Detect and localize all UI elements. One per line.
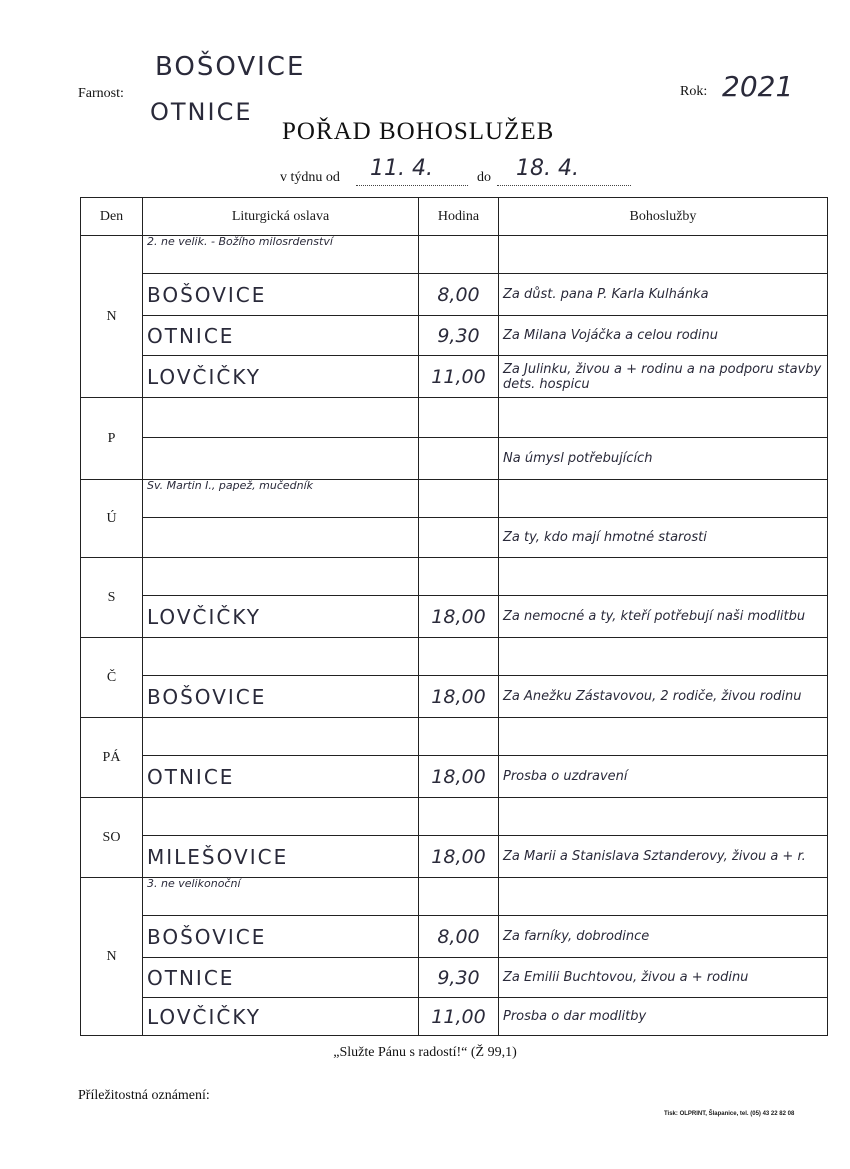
- header-den: Den: [81, 198, 143, 236]
- liturgy-cell: [143, 438, 419, 480]
- liturgy-cell: [143, 718, 419, 756]
- day-cell: Ú: [81, 480, 143, 558]
- liturgy-cell: LOVČIČKY: [143, 596, 419, 638]
- table-row: [81, 998, 828, 1036]
- header-hodina: Hodina: [419, 198, 499, 236]
- table-row: [81, 480, 828, 518]
- mass-cell: Za Julinku, živou a + rodinu a na podporu stavby dets. hospicu: [499, 356, 828, 398]
- hour-cell: [419, 798, 499, 836]
- schedule-table: [80, 197, 828, 1036]
- mass-cell: [499, 718, 828, 756]
- mass-cell: Za Emilii Buchtovou, živou a + rodinu: [499, 958, 828, 998]
- hour-cell: [419, 398, 499, 438]
- hour-cell: [419, 236, 499, 274]
- mass-cell: [499, 558, 828, 596]
- liturgy-cell: LOVČIČKY: [143, 356, 419, 398]
- mass-cell: Za Marii a Stanislava Sztanderovy, živou a + r.: [499, 836, 828, 878]
- table-row: [81, 398, 828, 438]
- table-row: [81, 718, 828, 756]
- day-cell: S: [81, 558, 143, 638]
- hour-cell: 11,00: [419, 356, 499, 398]
- day-cell: N: [81, 236, 143, 398]
- hour-cell: 8,00: [419, 916, 499, 958]
- header-row: [81, 198, 828, 236]
- table-row: [81, 638, 828, 676]
- farnost-label: Farnost:: [78, 86, 124, 101]
- hour-cell: [419, 718, 499, 756]
- page-title: POŘAD BOHOSLUŽEB: [282, 118, 555, 145]
- liturgy-cell: [143, 558, 419, 596]
- rok-value: 2021: [722, 70, 794, 103]
- farnost-value-line1: BOŠOVICE: [155, 52, 306, 82]
- hour-cell: [419, 518, 499, 558]
- farnost-value-line2: OTNICE: [150, 98, 253, 126]
- mass-cell: [499, 878, 828, 916]
- liturgy-cell: OTNICE: [143, 756, 419, 798]
- table-row: [81, 916, 828, 958]
- table-row: [81, 438, 828, 480]
- liturgy-cell: [143, 798, 419, 836]
- mass-cell: Za Anežku Zástavovou, 2 rodiče, živou rodinu: [499, 676, 828, 718]
- day-cell: Č: [81, 638, 143, 718]
- liturgy-cell: 3. ne velikonoční: [143, 878, 419, 916]
- hour-cell: [419, 638, 499, 676]
- liturgy-cell: MILEŠOVICE: [143, 836, 419, 878]
- week-to-value: 18. 4.: [516, 156, 579, 181]
- mass-cell: [499, 480, 828, 518]
- mass-cell: [499, 638, 828, 676]
- mass-cell: Za Milana Vojáčka a celou rodinu: [499, 316, 828, 356]
- mass-cell: Za nemocné a ty, kteří potřebují naši modlitbu: [499, 596, 828, 638]
- week-from-value: 11. 4.: [370, 156, 433, 181]
- hour-cell: 18,00: [419, 836, 499, 878]
- week-from-label: v týdnu od: [280, 170, 340, 185]
- liturgy-cell: LOVČIČKY: [143, 998, 419, 1036]
- mass-cell: Prosba o dar modlitby: [499, 998, 828, 1036]
- hour-cell: 8,00: [419, 274, 499, 316]
- hour-cell: 18,00: [419, 676, 499, 718]
- liturgy-cell: OTNICE: [143, 316, 419, 356]
- table-row: [81, 236, 828, 274]
- liturgy-cell: 2. ne velik. - Božího milosrdenství: [143, 236, 419, 274]
- mass-cell: [499, 398, 828, 438]
- mass-cell: Na úmysl potřebujících: [499, 438, 828, 480]
- table-row: [81, 356, 828, 398]
- hour-cell: [419, 480, 499, 518]
- quote: „Služte Pánu s radostí!“ (Ž 99,1): [333, 1045, 517, 1060]
- mass-cell: [499, 236, 828, 274]
- mass-cell: Za důst. pana P. Karla Kulhánka: [499, 274, 828, 316]
- hour-cell: [419, 878, 499, 916]
- header-bohosluzby: Bohoslužby: [499, 198, 828, 236]
- day-cell: SO: [81, 798, 143, 878]
- mass-cell: Prosba o uzdravení: [499, 756, 828, 798]
- hour-cell: [419, 558, 499, 596]
- announcements-label: Příležitostná oznámení:: [78, 1088, 210, 1103]
- hour-cell: 9,30: [419, 316, 499, 356]
- table-row: [81, 316, 828, 356]
- hour-cell: 9,30: [419, 958, 499, 998]
- table-row: [81, 958, 828, 998]
- table-row: [81, 836, 828, 878]
- hour-cell: [419, 438, 499, 480]
- hour-cell: 18,00: [419, 596, 499, 638]
- header-liturgicka-oslava: Liturgická oslava: [143, 198, 419, 236]
- liturgy-cell: [143, 398, 419, 438]
- table-row: [81, 756, 828, 798]
- day-cell: P: [81, 398, 143, 480]
- week-to-label: do: [477, 170, 491, 185]
- day-cell: PÁ: [81, 718, 143, 798]
- hour-cell: 11,00: [419, 998, 499, 1036]
- liturgy-cell: [143, 518, 419, 558]
- mass-cell: Za farníky, dobrodince: [499, 916, 828, 958]
- liturgy-cell: BOŠOVICE: [143, 916, 419, 958]
- table-row: [81, 558, 828, 596]
- liturgy-cell: [143, 638, 419, 676]
- liturgy-cell: BOŠOVICE: [143, 274, 419, 316]
- mass-cell: Za ty, kdo mají hmotné starosti: [499, 518, 828, 558]
- table-row: [81, 518, 828, 558]
- table-row: [81, 676, 828, 718]
- day-cell: N: [81, 878, 143, 1036]
- table-row: [81, 798, 828, 836]
- printer-credit: Tisk: OLPRINT, Šlapanice, tel. (05) 43 22 82 08: [664, 1111, 795, 1117]
- mass-cell: [499, 798, 828, 836]
- hour-cell: 18,00: [419, 756, 499, 798]
- table-row: [81, 878, 828, 916]
- liturgy-cell: Sv. Martin I., papež, mučedník: [143, 480, 419, 518]
- table-row: [81, 596, 828, 638]
- liturgy-cell: OTNICE: [143, 958, 419, 998]
- rok-label: Rok:: [680, 84, 708, 99]
- table-row: [81, 274, 828, 316]
- liturgy-cell: BOŠOVICE: [143, 676, 419, 718]
